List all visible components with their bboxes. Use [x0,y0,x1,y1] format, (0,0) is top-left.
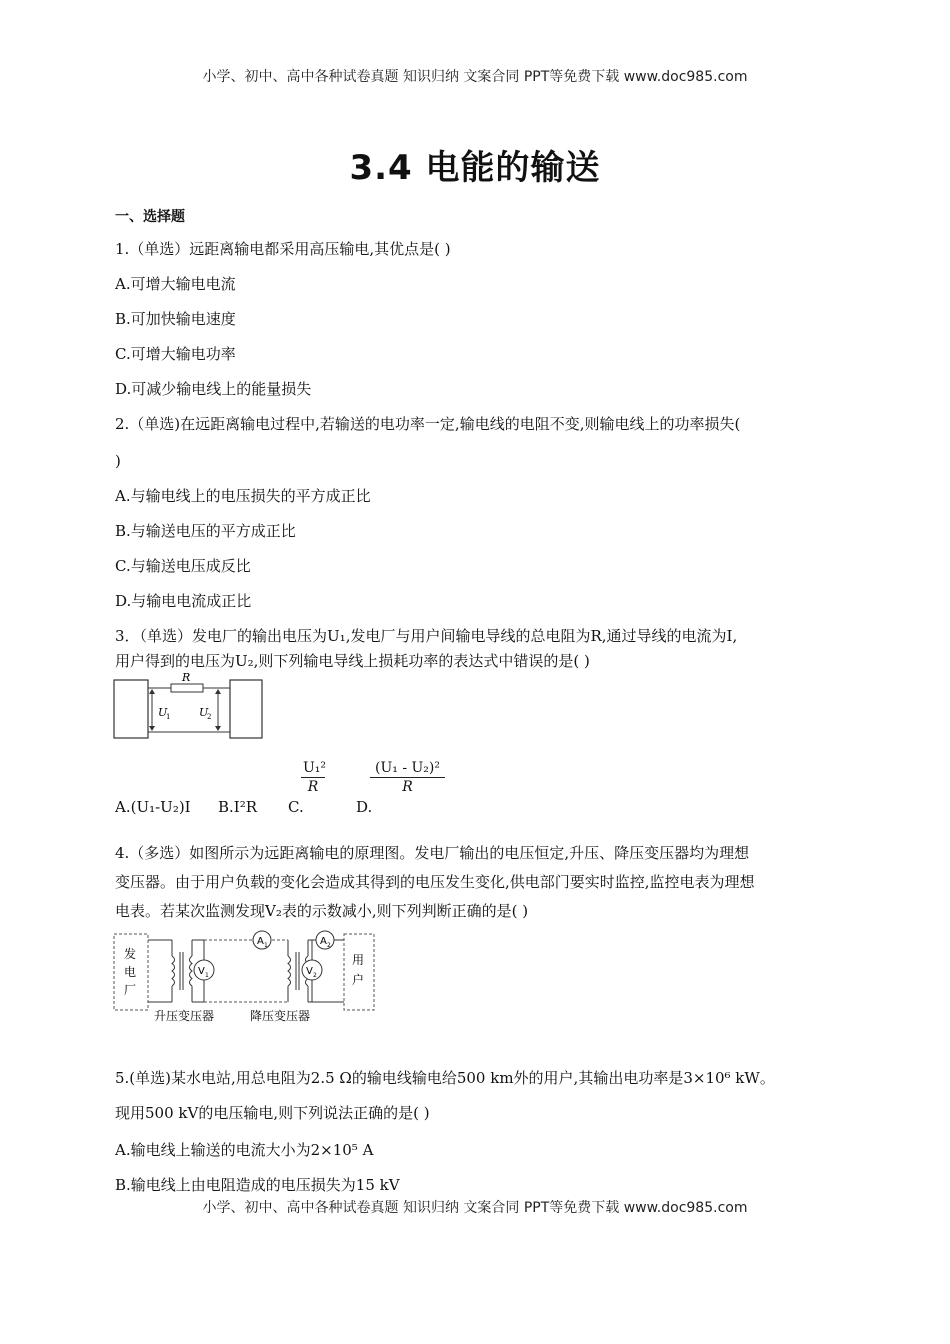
q3-option-d: D. [356,798,373,816]
q3-option-b: B.I²R [218,798,258,816]
q3-stem-line2: 用户得到的电压为U₂,则下列输电导线上损耗功率的表达式中错误的是( ) [115,652,590,670]
q4-stem-line1: 4.（多选）如图所示为远距离输电的原理图。发电厂输出的电压恒定,升压、降压变压器均为理想 [115,844,750,862]
step-down-caption: 降压变压器 [250,1009,311,1023]
q5-option-a: A.输电线上输送的电流大小为2×10⁵ A [115,1141,374,1159]
q3-circuit-figure [113,672,263,740]
q2-stem-cont: ) [115,452,121,470]
user-label-1: 用 [352,953,365,967]
q2-option-b: B.与输送电压的平方成正比 [115,522,296,540]
plant-label-2: 电 [124,965,137,979]
page-footer: 小学、初中、高中各种试卷真题 知识归纳 文案合同 PPT等免费下载 www.doc985.com [202,1200,748,1216]
user-box [344,934,374,1010]
a2-sub: 2 [327,942,331,949]
q1-option-c: C.可增大输电功率 [115,345,236,363]
q2-option-c: C.与输送电压成反比 [115,557,251,575]
plant-label-1: 发 [124,947,137,961]
page-title: 3.4 电能的输送 [349,148,601,188]
fraction-c-numerator: U₁² [303,760,327,776]
q2-option-d: D.与输电电流成正比 [115,592,252,610]
plant-label-3: 厂 [124,983,137,997]
q5-stem-line2: 现用500 kV的电压输电,则下列说法正确的是( ) [115,1104,430,1122]
q4-stem-line2: 变压器。由于用户负载的变化会造成其得到的电压发生变化,供电部门要实时监控,监控电表为理想 [115,873,755,891]
q1-stem: 1.（单选）远距离输电都采用高压输电,其优点是( ) [115,240,451,258]
q5-option-b: B.输电线上由电阻造成的电压损失为15 kV [115,1176,400,1194]
q3-option-a: A.(U₁-U₂)I [115,798,191,816]
a2-label: A [320,936,327,947]
page-header: 小学、初中、高中各种试卷真题 知识归纳 文案合同 PPT等免费下载 www.doc985.com [202,69,748,85]
user-box [230,680,262,738]
q2-stem: 2.（单选)在远距离输电过程中,若输送的电功率一定,输电线的电阻不变,则输电线上的功率损失( [115,415,741,433]
q2-option-a: A.与输电线上的电压损失的平方成正比 [115,487,371,505]
label-u2-sub: 2 [207,713,212,721]
q1-option-b: B.可加快输电速度 [115,310,236,328]
step-up-caption: 升压变压器 [154,1009,215,1023]
v2-sub: 2 [313,972,317,979]
label-r: R [182,672,191,684]
q3-option-d-fraction [370,760,445,795]
user-label-2: 户 [352,973,365,987]
fraction-d-denominator: R [402,779,413,795]
label-u1-sub: 1 [166,713,171,721]
a1-label: A [257,936,264,947]
step-up-primary-coil [172,956,175,986]
a1-sub: 1 [264,942,268,949]
resistor-r [171,684,203,692]
q4-circuit-figure [112,926,376,1024]
label-u1: U [158,706,168,719]
q5-stem-line1: 5.(单选)某水电站,用总电阻为2.5 Ω的输电线输电给500 km外的用户,其输出电功率是3×10⁶ kW。 [115,1069,775,1087]
q1-option-a: A.可增大输电电流 [115,275,236,293]
v2-label: V [306,966,313,977]
q1-option-d: D.可减少输电线上的能量损失 [115,380,312,398]
step-up-secondary-coil [190,956,193,986]
q3-stem-line1: 3．（单选）发电厂的输出电压为U₁,发电厂与用户间输电导线的总电阻为R,通过导线的电流为I, [115,627,738,645]
v1-label: V [198,966,205,977]
fraction-c-denominator: R [307,779,319,795]
q3-option-c: C. [288,798,304,816]
step-down-primary-coil [288,956,291,986]
section-heading: 一、选择题 [115,209,185,225]
v1-sub: 1 [205,972,209,979]
fraction-d-numerator: (U₁ - U₂)² [375,760,440,776]
q4-stem-line3: 电表。若某次监测发现V₂表的示数减小,则下列判断正确的是( ) [115,902,529,920]
plant-box [114,680,148,738]
label-u2: U [199,706,209,719]
q3-option-c-fraction [301,760,325,795]
